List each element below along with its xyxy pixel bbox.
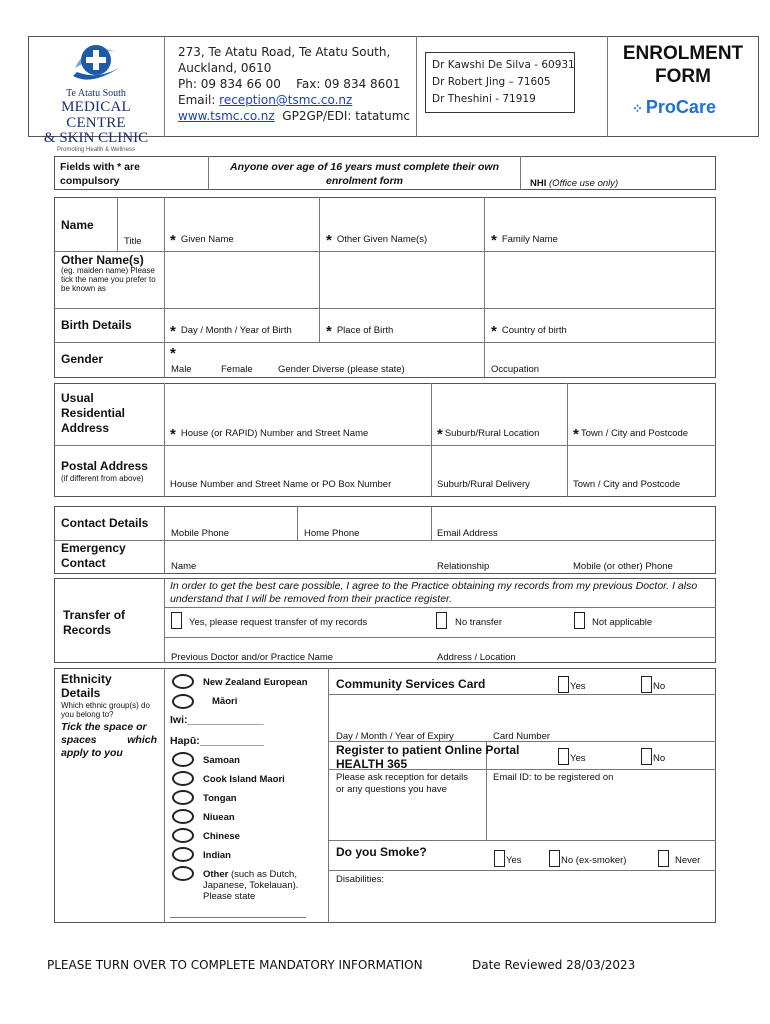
ethnicity-question: Which ethnic group(s) do you belong to? bbox=[61, 701, 150, 719]
procare-logo: ⁘ ProCare bbox=[632, 97, 716, 117]
ethnicity-instruction: Tick the space or spaces which apply to you bbox=[61, 721, 157, 759]
postal-address-label: Postal Address bbox=[61, 459, 148, 473]
logo-line-1: Te Atatu South bbox=[66, 88, 126, 99]
nhi-label: NHI bbox=[530, 178, 547, 189]
smoke-ex-label: No (ex-smoker) bbox=[561, 855, 627, 866]
not-applicable-checkbox[interactable] bbox=[574, 612, 585, 629]
samoan-label: Samoan bbox=[203, 755, 240, 766]
smoke-never-checkbox[interactable] bbox=[658, 850, 669, 867]
other-ethnicity-radio[interactable] bbox=[172, 866, 194, 881]
iwi-field[interactable]: Iwi:_____________ bbox=[170, 714, 264, 726]
portal-yes-label: Yes bbox=[570, 753, 586, 764]
gender-diverse[interactable]: Gender Diverse (please state) bbox=[278, 364, 405, 375]
usual-address-label: Usual Residential Address bbox=[61, 391, 126, 435]
portal-yes-checkbox[interactable] bbox=[558, 748, 569, 765]
name-label: Name bbox=[61, 218, 94, 232]
contact-details-label: Contact Details bbox=[61, 516, 149, 530]
csc-expiry-field[interactable]: Day / Month / Year of Expiry bbox=[336, 731, 454, 742]
no-transfer-checkbox[interactable] bbox=[436, 612, 447, 629]
indian-radio[interactable] bbox=[172, 847, 194, 862]
transfer-consent: In order to get the best care possible, I agree to the Practice obtaining my records from my previous Doctor. I also understand that I will be removed from their practice register. bbox=[170, 580, 698, 605]
nz-european-label: New Zealand European bbox=[203, 677, 308, 688]
home-phone-field[interactable]: Home Phone bbox=[304, 528, 360, 539]
not-applicable-label: Not applicable bbox=[592, 617, 653, 628]
doctor-1: Dr Kawshi De Silva - 60931 bbox=[432, 59, 575, 71]
age-notice: Anyone over age of 16 years must complete their own enrolment form bbox=[230, 161, 499, 187]
gender-female[interactable]: Female bbox=[221, 364, 253, 375]
website-line: www.tsmc.co.nz GP2GP/EDI: tatatumc bbox=[178, 109, 410, 123]
emergency-contact-label: Emergency Contact bbox=[61, 541, 126, 570]
ethnicity-label: Ethnicity Details bbox=[61, 672, 112, 700]
maori-radio[interactable] bbox=[172, 694, 194, 709]
email-line: Email: reception@tsmc.co.nz bbox=[178, 93, 353, 107]
procare-dots-icon: ⁘ bbox=[632, 101, 641, 116]
smoke-yes-checkbox[interactable] bbox=[494, 850, 505, 867]
chinese-label: Chinese bbox=[203, 831, 240, 842]
occupation-field[interactable]: Occupation bbox=[491, 364, 540, 375]
csc-yes-checkbox[interactable] bbox=[558, 676, 569, 693]
relationship-field[interactable]: Relationship bbox=[437, 561, 490, 572]
postal-address-note: (if different from above) bbox=[61, 474, 144, 483]
nz-european-radio[interactable] bbox=[172, 674, 194, 689]
smoke-never-label: Never bbox=[675, 855, 701, 866]
hapu-field[interactable]: Hapū:___________ bbox=[170, 735, 264, 747]
portal-note: Please ask reception for details or any questions you have bbox=[336, 772, 469, 795]
phone-fax: Ph: 09 834 66 00 Fax: 09 834 8601 bbox=[178, 77, 401, 91]
csc-label: Community Services Card bbox=[336, 677, 486, 691]
cook-island-maori-radio[interactable] bbox=[172, 771, 194, 786]
tongan-radio[interactable] bbox=[172, 790, 194, 805]
address-line-2: Auckland, 0610 bbox=[178, 61, 272, 75]
email-link[interactable]: reception@tsmc.co.nz bbox=[219, 93, 353, 107]
other-ethnicity-line[interactable] bbox=[170, 917, 306, 918]
transfer-label: Transfer of Records bbox=[63, 608, 126, 637]
town-postcode-field[interactable]: * Town / City and Postcode bbox=[573, 426, 689, 443]
logo-line-3: & SKIN CLINIC bbox=[43, 130, 149, 146]
medical-cross-icon bbox=[67, 38, 125, 88]
chinese-radio[interactable] bbox=[172, 828, 194, 843]
other-names-note: (eg. maiden name) Please tick the name you prefer to be known as bbox=[61, 266, 156, 293]
dob-field[interactable]: * Day / Month / Year of Birth bbox=[170, 323, 292, 340]
email-address-field[interactable]: Email Address bbox=[437, 528, 498, 539]
logo-line-2: MEDICAL CENTRE bbox=[61, 99, 131, 131]
postal-town-field[interactable]: Town / City and Postcode bbox=[573, 479, 681, 490]
emergency-name-field[interactable]: Name bbox=[171, 561, 197, 572]
gender-male[interactable]: Male bbox=[171, 364, 192, 375]
previous-doctor-field[interactable]: Previous Doctor and/or Practice Name bbox=[171, 652, 334, 663]
disabilities-field[interactable]: Disabilities: bbox=[336, 874, 385, 885]
csc-number-field[interactable]: Card Number bbox=[493, 731, 551, 742]
other-names-label: Other Name(s) bbox=[61, 253, 144, 267]
family-name-field[interactable]: * Family Name bbox=[491, 232, 558, 249]
emergency-mobile-field[interactable]: Mobile (or other) Phone bbox=[573, 561, 673, 572]
portal-label: Register to patient Online Portal HEALTH 365 bbox=[336, 743, 520, 771]
csc-no-checkbox[interactable] bbox=[641, 676, 652, 693]
clinic-logo bbox=[30, 38, 162, 153]
turn-over-note: PLEASE TURN OVER TO COMPLETE MANDATORY INFORMATION bbox=[47, 958, 423, 972]
transfer-yes-label: Yes, please request transfer of my records bbox=[189, 617, 368, 628]
no-transfer-label: No transfer bbox=[455, 617, 502, 628]
birth-details-label: Birth Details bbox=[61, 318, 132, 332]
address-line-1: 273, Te Atatu Road, Te Atatu South, bbox=[178, 45, 391, 59]
portal-no-label: No bbox=[653, 753, 666, 764]
other-given-name-field[interactable]: * Other Given Name(s) bbox=[326, 232, 428, 249]
smoke-yes-label: Yes bbox=[506, 855, 522, 866]
portal-no-checkbox[interactable] bbox=[641, 748, 652, 765]
website-link[interactable]: www.tsmc.co.nz bbox=[178, 109, 275, 123]
postal-suburb-field[interactable]: Suburb/Rural Delivery bbox=[437, 479, 530, 490]
niuean-label: Niuean bbox=[203, 812, 235, 823]
maori-label: Māori bbox=[212, 696, 238, 707]
samoan-radio[interactable] bbox=[172, 752, 194, 767]
date-reviewed: Date Reviewed 28/03/2023 bbox=[472, 958, 636, 972]
transfer-yes-checkbox[interactable] bbox=[171, 612, 182, 629]
smoke-ex-checkbox[interactable] bbox=[549, 850, 560, 867]
portal-email-field[interactable]: Email ID: to be registered on bbox=[493, 772, 614, 783]
previous-address-field[interactable]: Address / Location bbox=[437, 652, 516, 663]
place-of-birth-field[interactable]: * Place of Birth bbox=[326, 323, 394, 340]
postal-house-field[interactable]: House Number and Street Name or PO Box Number bbox=[170, 479, 392, 490]
csc-no-label: No bbox=[653, 681, 666, 692]
country-of-birth-field[interactable]: * Country of birth bbox=[491, 323, 567, 340]
niuean-radio[interactable] bbox=[172, 809, 194, 824]
csc-yes-label: Yes bbox=[570, 681, 586, 692]
form-title: ENROLMENT FORM bbox=[622, 43, 744, 87]
suburb-field[interactable]: * Suburb/Rural Location bbox=[437, 426, 540, 443]
mobile-phone-field[interactable]: Mobile Phone bbox=[171, 528, 230, 539]
logo-tagline: Promoting Health & Wellness bbox=[57, 147, 135, 153]
given-name-field[interactable]: * Given Name bbox=[170, 232, 234, 249]
cook-island-maori-label: Cook Island Maori bbox=[203, 774, 285, 785]
doctor-2: Dr Robert Jing – 71605 bbox=[432, 76, 551, 88]
house-street-field[interactable]: * House (or RAPID) Number and Street Name bbox=[170, 426, 369, 443]
compulsory-note: Fields with * are compulsory bbox=[60, 161, 140, 187]
smoke-label: Do you Smoke? bbox=[336, 845, 427, 859]
other-ethnicity-label: Other (such as Dutch, Japanese, Tokelauan). Please state bbox=[203, 869, 299, 902]
gender-label: Gender bbox=[61, 352, 104, 366]
tongan-label: Tongan bbox=[203, 793, 237, 804]
indian-label: Indian bbox=[203, 850, 231, 861]
nhi-office-note: (Office use only) bbox=[549, 178, 619, 189]
doctor-3: Dr Theshini - 71919 bbox=[432, 93, 536, 105]
title-field[interactable]: Title bbox=[124, 236, 142, 247]
